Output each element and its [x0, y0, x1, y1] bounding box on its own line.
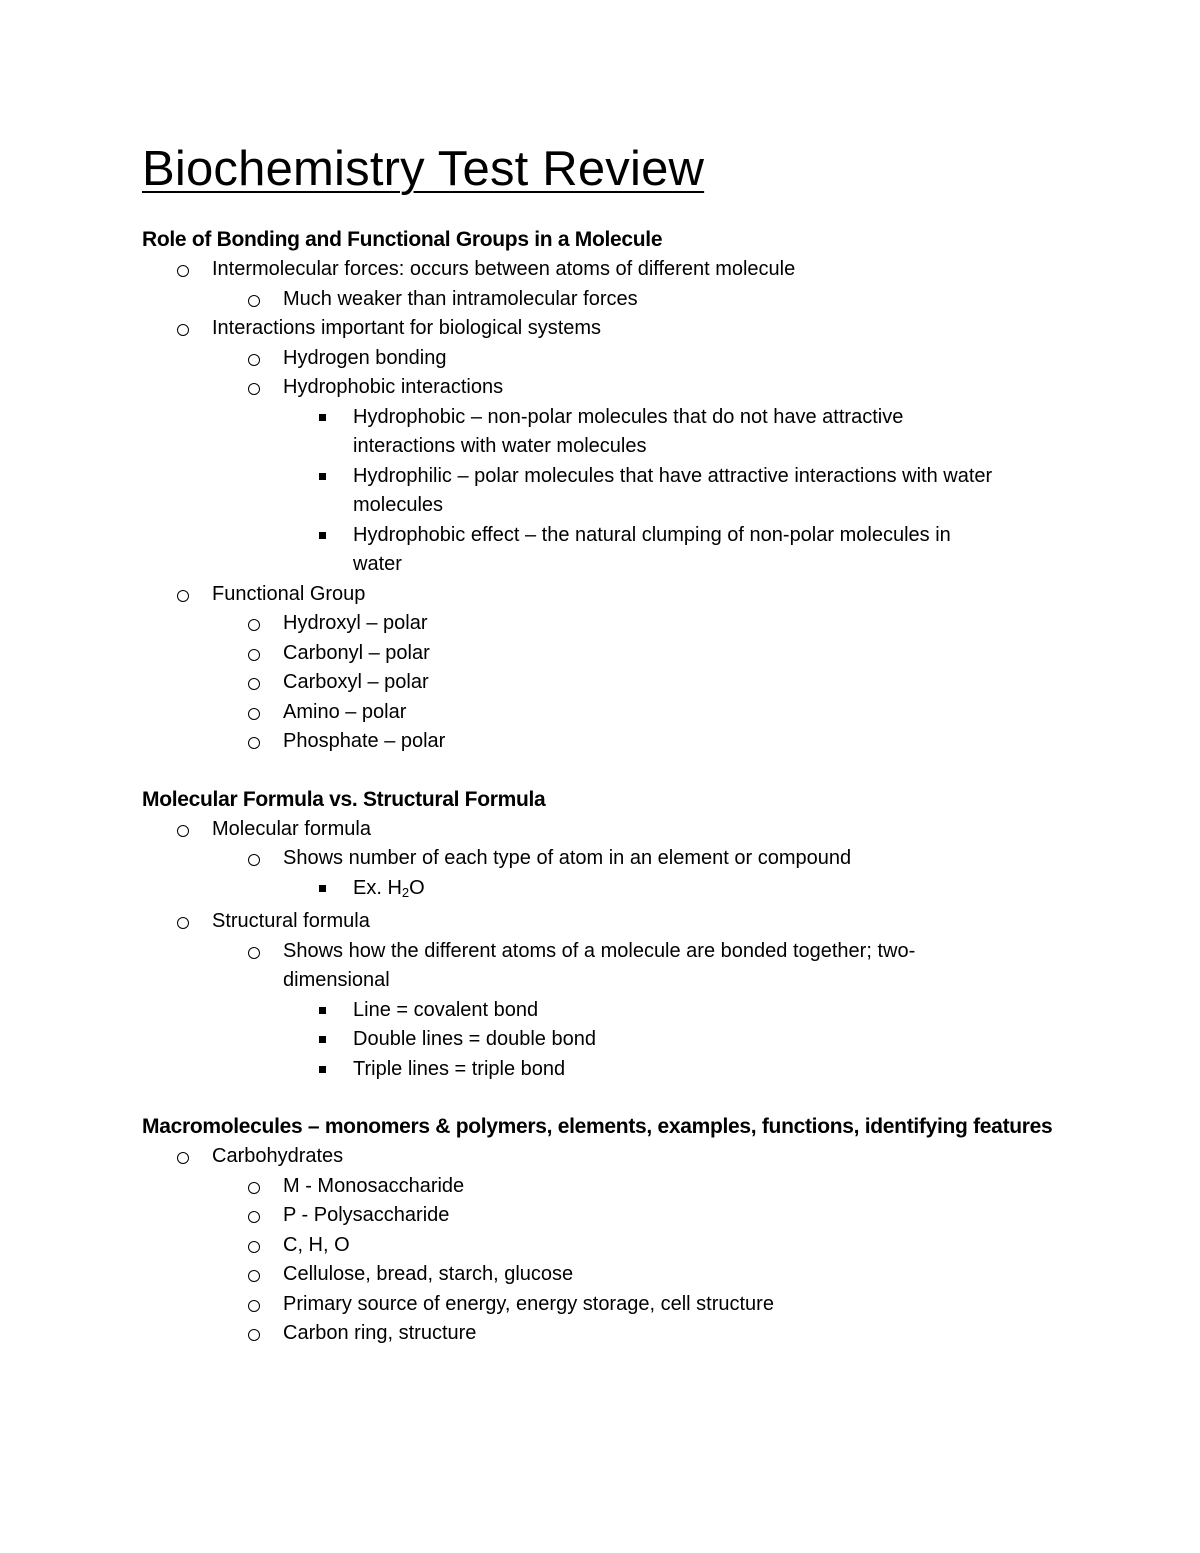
- list-item-text: Double lines = double bond: [353, 1028, 596, 1050]
- formula-prefix: Ex. H: [353, 876, 402, 899]
- hollow-circle-bullet-icon: [248, 295, 260, 307]
- list-item: [142, 874, 1102, 908]
- list-item-continuation: [142, 432, 1102, 462]
- list-item: [142, 727, 1102, 757]
- list-item-continuation: [142, 966, 1102, 996]
- list-item-text: Hydrogen bonding: [283, 346, 447, 369]
- formula-subscript: 2: [401, 884, 410, 900]
- list-item-text: Hydroxyl – polar: [283, 612, 428, 634]
- list-item-text: Hydrophilic – polar molecules that have attractive interactions with water: [353, 464, 993, 487]
- list-item: [142, 403, 1102, 433]
- list-item-text: Line = covalent bond: [353, 998, 539, 1021]
- section-macromolecules: [142, 1112, 1102, 1349]
- list-item: [142, 698, 1102, 728]
- list-item-text: water: [353, 553, 402, 575]
- list-item-text: Amino – polar: [283, 700, 407, 723]
- list-item: [142, 1055, 1102, 1085]
- hollow-circle-bullet-icon: [248, 649, 260, 661]
- list-item-text: Carbon ring, structure: [283, 1322, 477, 1344]
- list-item: [142, 907, 1102, 937]
- hollow-circle-bullet-icon: [248, 708, 260, 720]
- list-item: [142, 462, 1102, 492]
- list-item-text: interactions with water molecules: [353, 435, 647, 457]
- list-item-text: Intermolecular forces: occurs between atoms of different molecule: [212, 258, 796, 280]
- list-item-text: Functional Group: [212, 582, 366, 605]
- square-bullet-icon: [319, 532, 326, 539]
- list-item: [142, 1319, 1102, 1349]
- square-bullet-icon: [319, 414, 326, 421]
- list-item: [142, 1142, 1102, 1172]
- section-heading: Role of Bonding and Functional Groups in a Molecule: [142, 228, 663, 251]
- hollow-circle-bullet-icon: [248, 678, 260, 690]
- list-item: [142, 344, 1102, 374]
- list-item-text: Carbohydrates: [212, 1145, 344, 1167]
- list-item: [142, 937, 1102, 967]
- square-bullet-icon: [319, 1066, 326, 1073]
- list-item-text: molecules: [353, 494, 444, 516]
- hollow-circle-bullet-icon: [248, 854, 260, 866]
- list-item: [142, 668, 1102, 698]
- section-bonding: [142, 225, 1102, 757]
- section-formulas: [142, 785, 1102, 1085]
- list-item-text: Structural formula: [212, 910, 370, 932]
- hollow-circle-bullet-icon: [177, 590, 189, 602]
- square-bullet-icon: [319, 885, 326, 892]
- hollow-circle-bullet-icon: [177, 917, 189, 929]
- list-item: [142, 996, 1102, 1026]
- list-item: [142, 1201, 1102, 1231]
- square-bullet-icon: [319, 1036, 326, 1043]
- list-item-text: Primary source of energy, energy storage, cell structure: [283, 1292, 774, 1315]
- list-item-text: Shows number of each type of atom in an element or compound: [283, 847, 852, 869]
- list-item: [142, 521, 1102, 551]
- hollow-circle-bullet-icon: [248, 354, 260, 366]
- formula-suffix: O: [409, 876, 425, 899]
- list-item-text: P - Polysaccharide: [283, 1204, 450, 1226]
- list-item-text: dimensional: [283, 969, 390, 991]
- document-title: Biochemistry Test Review: [142, 142, 705, 196]
- list-item: [142, 1025, 1102, 1055]
- hollow-circle-bullet-icon: [248, 947, 260, 959]
- hollow-circle-bullet-icon: [248, 619, 260, 631]
- list-item: [142, 373, 1102, 403]
- square-bullet-icon: [319, 473, 326, 480]
- list-item: [142, 1290, 1102, 1320]
- list-item: [142, 580, 1102, 610]
- hollow-circle-bullet-icon: [248, 1182, 260, 1194]
- hollow-circle-bullet-icon: [177, 825, 189, 837]
- list-item: [142, 314, 1102, 344]
- list-item: [142, 639, 1102, 669]
- hollow-circle-bullet-icon: [177, 265, 189, 277]
- hollow-circle-bullet-icon: [248, 1300, 260, 1312]
- list-item-text: Carboxyl – polar: [283, 671, 429, 693]
- list-item-continuation: [142, 550, 1102, 580]
- list-item-text: [353, 877, 425, 899]
- list-item: [142, 1231, 1102, 1261]
- square-bullet-icon: [319, 1007, 326, 1014]
- list-item-text: Shows how the different atoms of a molecule are bonded together; two-: [283, 939, 916, 962]
- hollow-circle-bullet-icon: [248, 383, 260, 395]
- list-item: [142, 609, 1102, 639]
- list-item-text: Triple lines = triple bond: [353, 1057, 566, 1080]
- list-item-text: Much weaker than intramolecular forces: [283, 287, 638, 310]
- list-item: [142, 1260, 1102, 1290]
- list-item-text: Phosphate – polar: [283, 730, 446, 752]
- hollow-circle-bullet-icon: [248, 1211, 260, 1223]
- section-heading: Macromolecules – monomers & polymers, elements, examples, functions, identifying features: [142, 1115, 1053, 1138]
- list-item-text: Hydrophobic interactions: [283, 376, 504, 398]
- list-item: [142, 285, 1102, 315]
- list-item-text: C, H, O: [283, 1233, 350, 1256]
- section-heading: Molecular Formula vs. Structural Formula: [142, 787, 546, 811]
- hollow-circle-bullet-icon: [248, 1241, 260, 1253]
- hollow-circle-bullet-icon: [248, 737, 260, 749]
- list-item-text: Interactions important for biological systems: [212, 317, 602, 339]
- list-item: [142, 815, 1102, 845]
- hollow-circle-bullet-icon: [177, 1152, 189, 1164]
- list-item-text: Cellulose, bread, starch, glucose: [283, 1263, 574, 1285]
- hollow-circle-bullet-icon: [248, 1270, 260, 1282]
- list-item: [142, 844, 1102, 874]
- document-page: [142, 138, 1102, 1377]
- list-item: [142, 255, 1102, 285]
- hollow-circle-bullet-icon: [177, 324, 189, 336]
- list-item-text: Carbonyl – polar: [283, 641, 430, 664]
- list-item: [142, 1172, 1102, 1202]
- hollow-circle-bullet-icon: [248, 1329, 260, 1341]
- list-item-text: Hydrophobic effect – the natural clumping of non-polar molecules in: [353, 523, 951, 546]
- list-item-text: M - Monosaccharide: [283, 1174, 465, 1197]
- list-item-text: Molecular formula: [212, 817, 371, 840]
- list-item-text: Hydrophobic – non-polar molecules that do not have attractive: [353, 405, 904, 428]
- list-item-continuation: [142, 491, 1102, 521]
